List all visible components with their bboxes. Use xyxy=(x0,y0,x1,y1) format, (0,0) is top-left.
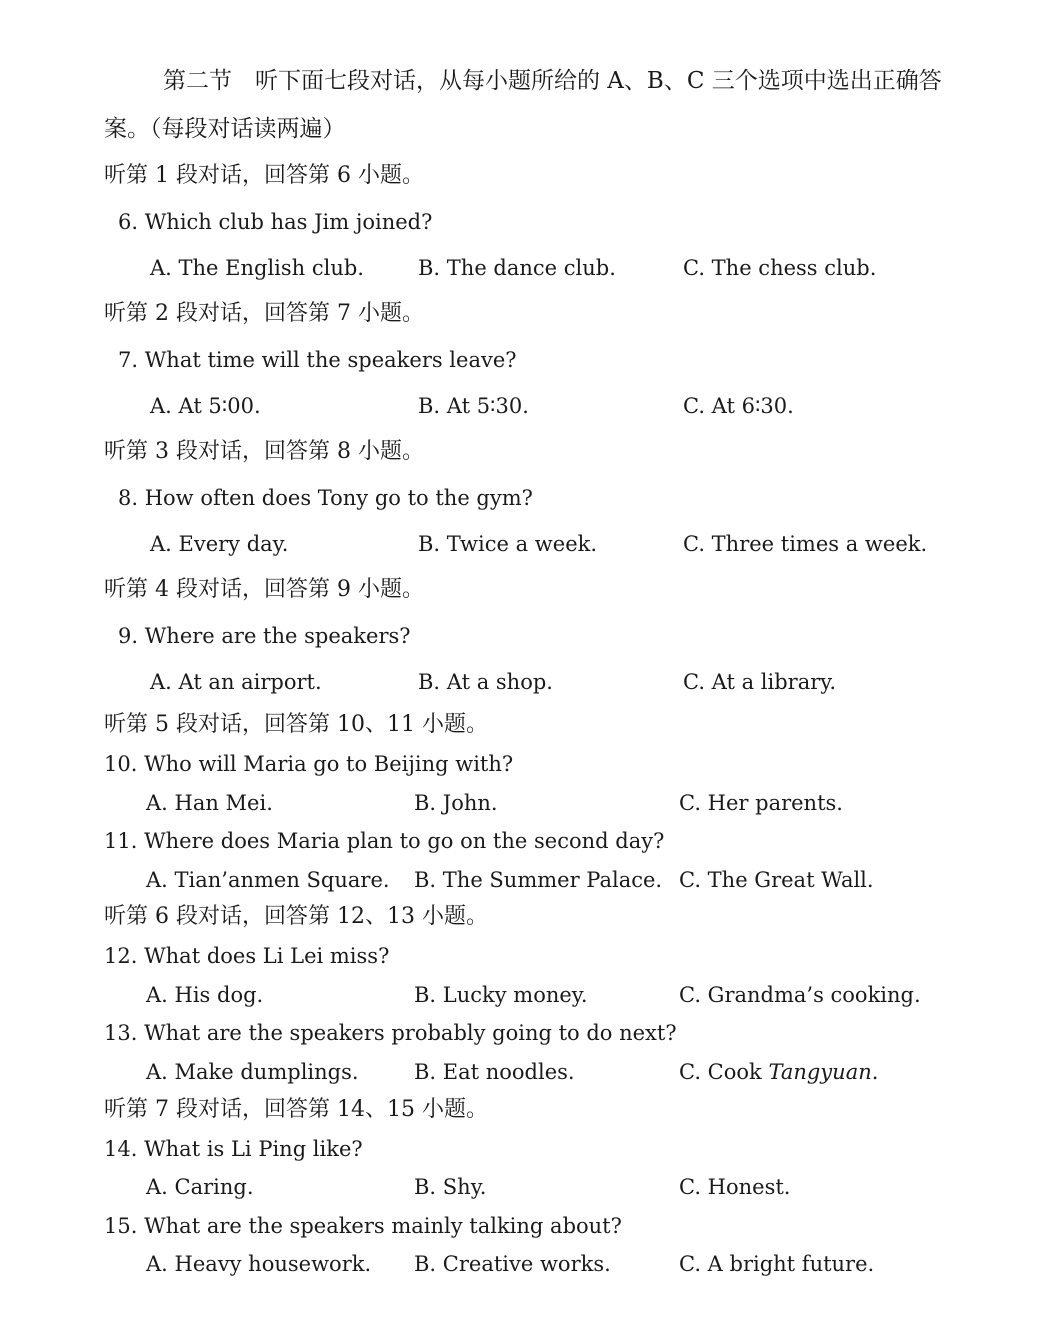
option-c xyxy=(679,1057,878,1087)
option-c: C. At 6∶30. xyxy=(683,394,794,418)
question-text: 6. Which club has Jim joined? xyxy=(118,210,433,234)
option-b: B. Eat noodles. xyxy=(414,1060,575,1084)
option-b: B. Shy. xyxy=(414,1175,487,1199)
dialog-heading: 听第 2 段对话，回答第 7 小题。 xyxy=(104,301,424,326)
option-c: C. Grandma’s cooking. xyxy=(679,983,921,1007)
option-c: C. At a library. xyxy=(683,670,836,694)
option-a: A. Make dumplings. xyxy=(146,1060,359,1084)
dialog-heading: 听第 1 段对话，回答第 6 小题。 xyxy=(104,163,424,188)
option-a: A. At 5∶00. xyxy=(150,394,261,418)
option-b: B. Twice a week. xyxy=(418,532,598,556)
question-text: 14. What is Li Ping like? xyxy=(104,1137,363,1161)
option-b: B. The Summer Palace. xyxy=(414,868,663,892)
option-a: A. The English club. xyxy=(150,256,364,280)
option-b: B. John. xyxy=(414,791,498,815)
option-a: A. Tian’anmen Square. xyxy=(146,868,390,892)
option-a: A. At an airport. xyxy=(150,670,322,694)
question-text: 10. Who will Maria go to Beijing with? xyxy=(104,752,514,776)
question-text: 15. What are the speakers mainly talking about? xyxy=(104,1214,622,1238)
option-b: B. At a shop. xyxy=(418,670,553,694)
option-a: A. Heavy housework. xyxy=(146,1252,372,1276)
dialog-heading: 听第 3 段对话，回答第 8 小题。 xyxy=(104,439,424,464)
option-c-suffix: . xyxy=(871,1060,879,1084)
option-c: C. A bright future. xyxy=(679,1252,875,1276)
section-intro-line-1: 第二节 听下面七段对话，从每小题所给的 A、B、C 三个选项中选出正确答 xyxy=(163,68,942,94)
option-a: A. His dog. xyxy=(146,983,264,1007)
question-text: 11. Where does Maria plan to go on the second day? xyxy=(104,829,665,853)
question-text: 12. What does Li Lei miss? xyxy=(104,944,390,968)
option-c: C. Three times a week. xyxy=(683,532,928,556)
question-text: 13. What are the speakers probably going to do next? xyxy=(104,1021,677,1045)
option-c: C. The Great Wall. xyxy=(679,868,874,892)
dialog-heading: 听第 5 段对话，回答第 10、11 小题。 xyxy=(104,712,488,737)
option-c-prefix: C. Cook xyxy=(679,1060,769,1084)
option-a: A. Every day. xyxy=(150,532,289,556)
option-c-italic-term: Tangyuan xyxy=(768,1060,872,1084)
option-a: A. Han Mei. xyxy=(146,791,273,815)
option-c: C. Her parents. xyxy=(679,791,843,815)
option-b: B. Creative works. xyxy=(414,1252,611,1276)
section-intro-line-2: 案。（每段对话读两遍） xyxy=(104,116,346,142)
option-b: B. Lucky money. xyxy=(414,983,588,1007)
question-text: 9. Where are the speakers? xyxy=(118,624,411,648)
question-text: 7. What time will the speakers leave? xyxy=(118,348,517,372)
option-c: C. The chess club. xyxy=(683,256,877,280)
option-c: C. Honest. xyxy=(679,1175,791,1199)
dialog-heading: 听第 6 段对话，回答第 12、13 小题。 xyxy=(104,904,488,929)
question-text: 8. How often does Tony go to the gym? xyxy=(118,486,533,510)
option-b: B. The dance club. xyxy=(418,256,616,280)
dialog-heading: 听第 4 段对话，回答第 9 小题。 xyxy=(104,577,424,602)
dialog-heading: 听第 7 段对话，回答第 14、15 小题。 xyxy=(104,1097,488,1122)
option-b: B. At 5∶30. xyxy=(418,394,529,418)
option-a: A. Caring. xyxy=(146,1175,254,1199)
